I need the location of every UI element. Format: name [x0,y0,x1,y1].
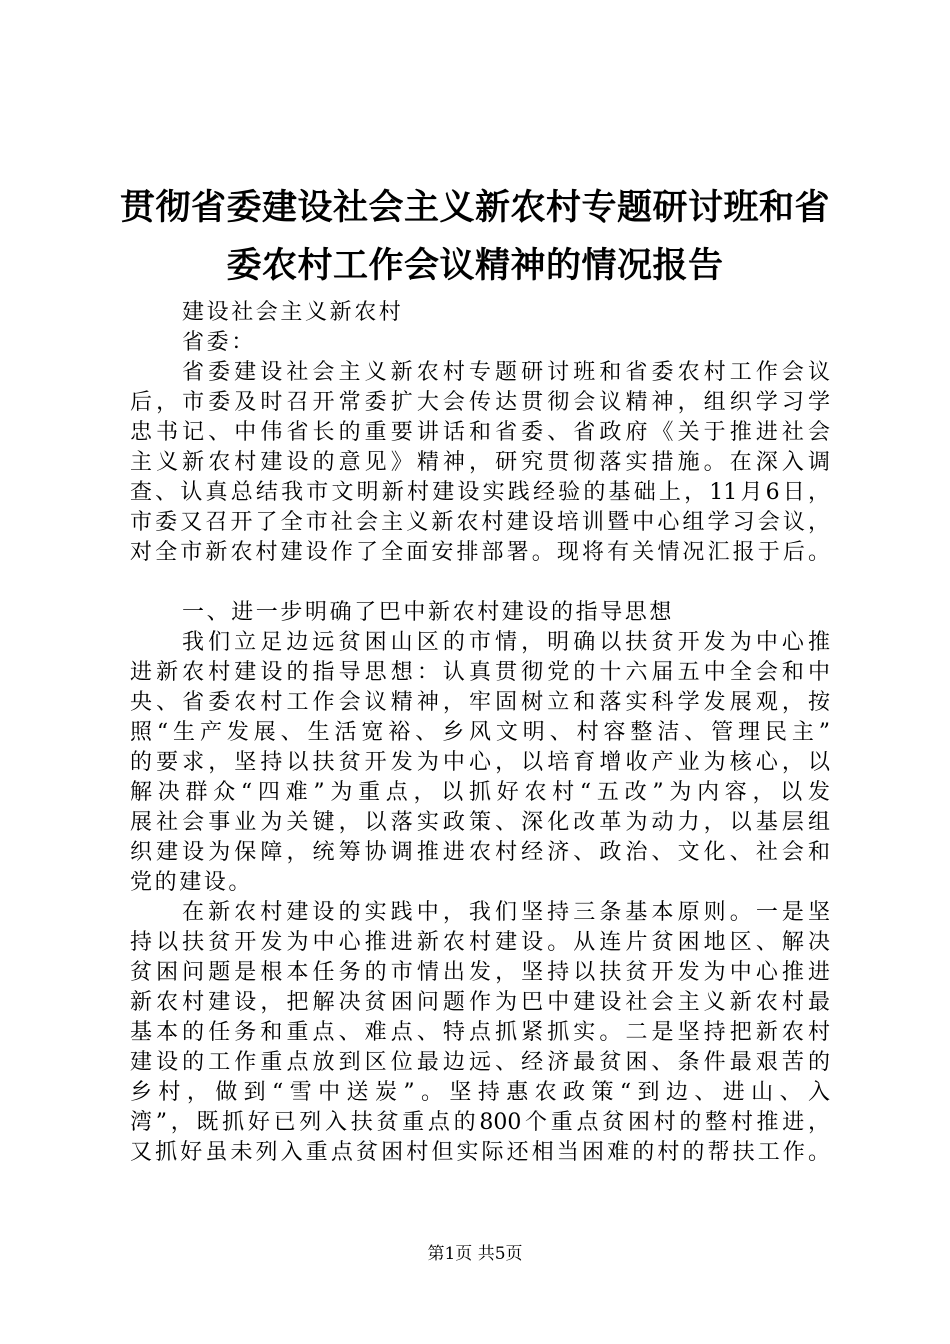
paragraph-2-line: 解决群众“四难”为重点，以抓好农村“五改”为内容，以发 [130,780,830,805]
paragraph-2-line: 展社会事业为关键，以落实政策、深化改革为动力，以基层组 [130,810,830,835]
paragraph-1-line: 查、认真总结我市文明新村建设实践经验的基础上，11月6日， [130,480,830,505]
paragraph-3-line: 在新农村建设的实践中，我们坚持三条基本原则。一是坚 [182,900,830,925]
document-title-line-2: 委农村工作会议精神的情况报告 [226,246,724,286]
paragraph-3-line: 新农村建设，把解决贫困问题作为巴中建设社会主义新农村最 [130,990,830,1015]
paragraph-1-line: 市委又召开了全市社会主义新农村建设培训暨中心组学习会议， [130,510,830,535]
paragraph-2-line: 党的建设。 [130,870,254,895]
paragraph-3-line: 建设的工作重点放到区位最边远、经济最贫困、条件最艰苦的 [130,1050,830,1075]
paragraph-2-line: 进新农村建设的指导思想：认真贯彻党的十六届五中全会和中 [130,660,830,685]
paragraph-2-line: 我们立足边远贫困山区的市情，明确以扶贫开发为中心推 [182,630,830,655]
paragraph-3-line: 持以扶贫开发为中心推进新农村建设。从连片贫困地区、解决 [130,930,830,955]
paragraph-3-line: 湾”，既抓好已列入扶贫重点的800个重点贫困村的整村推进， [130,1110,830,1135]
page-number-footer: 第1页 共5页 [427,1244,523,1264]
paragraph-2-line: 的要求，坚持以扶贫开发为中心，以培育增收产业为核心，以 [130,750,830,775]
paragraph-3-line: 基本的任务和重点、难点、特点抓紧抓实。二是坚持把新农村 [130,1020,830,1045]
paragraph-3-line: 贫困问题是根本任务的市情出发，坚持以扶贫开发为中心推进 [130,960,830,985]
paragraph-1-line: 主义新农村建设的意见》精神，研究贯彻落实措施。在深入调 [130,450,830,475]
paragraph-1-line: 省委建设社会主义新农村专题研讨班和省委农村工作会议 [182,360,830,385]
paragraph-2-line: 央、省委农村工作会议精神，牢固树立和落实科学发展观，按 [130,690,830,715]
document-title-line-1: 贯彻省委建设社会主义新农村专题研讨班和省 [119,188,830,228]
paragraph-3-line: 又抓好虽未列入重点贫困村但实际还相当困难的村的帮扶工作。 [130,1140,830,1165]
section-heading-1: 一、进一步明确了巴中新农村建设的指导思想 [182,600,675,625]
paragraph-gap [130,568,830,598]
paragraph-1-line: 后，市委及时召开常委扩大会传达贯彻会议精神，组织学习学 [130,390,830,415]
document-body [130,298,830,1168]
subtitle: 建设社会主义新农村 [182,300,404,325]
salutation: 省委： [182,330,256,355]
paragraph-2-line: 织建设为保障，统筹协调推进农村经济、政治、文化、社会和 [130,840,830,865]
paragraph-1-line: 忠书记、中伟省长的重要讲话和省委、省政府《关于推进社会 [130,420,830,445]
paragraph-3-line: 乡村，做到“雪中送炭”。坚持惠农政策“到边、进山、入 [130,1080,830,1105]
paragraph-1-line: 对全市新农村建设作了全面安排部署。现将有关情况汇报于后。 [130,540,830,565]
paragraph-2-line: 照“生产发展、生活宽裕、乡风文明、村容整洁、管理民主” [130,720,830,745]
